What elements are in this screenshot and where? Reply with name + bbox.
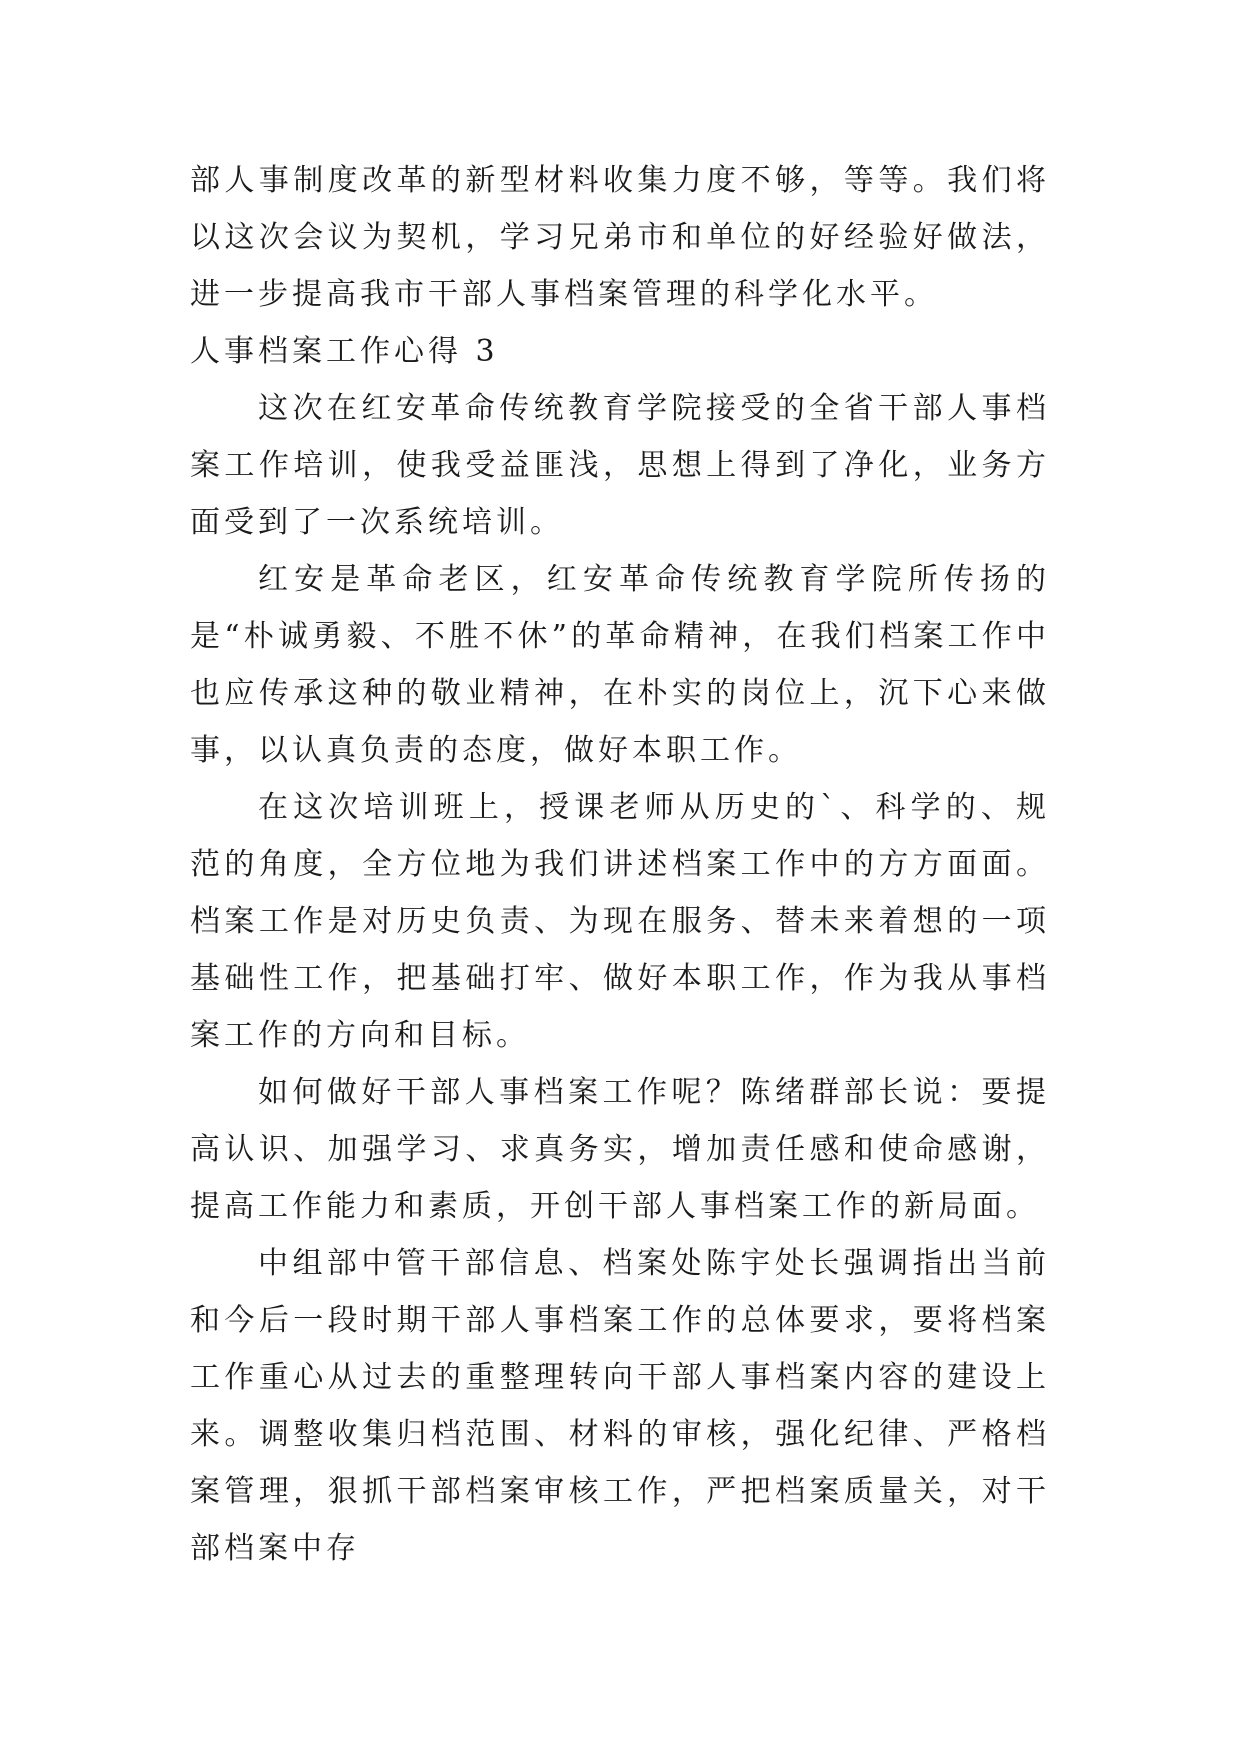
paragraph-5: 中组部中管干部信息、档案处陈宇处长强调指出当前和今后一段时期干部人事档案工作的总体要求，要将档案工作重心从过去的重整理转向干部人事档案内容的建设上来。调整收集归档范围、材料的审核，强化纪律、严格档案管理，狠抓干部档案审核工作，严把档案质量关，对干部档案中存 [190, 1246, 1050, 1566]
intro-paragraph: 部人事制度改革的新型材料收集力度不够，等等。我们将以这次会议为契机，学习兄弟市和单位的好经验好做法，进一步提高我市干部人事档案管理的科学化水平。 [190, 163, 1050, 312]
paragraph-4: 如何做好干部人事档案工作呢？陈绪群部长说：要提高认识、加强学习、求真务实，增加责任感和使命感谢，提高工作能力和素质，开创干部人事档案工作的新局面。 [190, 1075, 1050, 1224]
paragraph-3: 在这次培训班上，授课老师从历史的`、科学的、规范的角度，全方位地为我们讲述档案工作中的方方面面。档案工作是对历史负责、为现在服务、替未来着想的一项基础性工作，把基础打牢、做好本职工作，作为我从事档案工作的方向和目标。 [190, 790, 1050, 1053]
section-title: 人事档案工作心得 3 [190, 334, 499, 369]
paragraph-1: 这次在红安革命传统教育学院接受的全省干部人事档案工作培训，使我受益匪浅，思想上得到了净化，业务方面受到了一次系统培训。 [190, 391, 1050, 540]
paragraph-2: 红安是革命老区，红安革命传统教育学院所传扬的是“朴诚勇毅、不胜不休”的革命精神，在我们档案工作中也应传承这种的敬业精神，在朴实的岗位上，沉下心来做事，以认真负责的态度，做好本职工作。 [190, 562, 1050, 768]
document-body [190, 152, 1050, 1577]
